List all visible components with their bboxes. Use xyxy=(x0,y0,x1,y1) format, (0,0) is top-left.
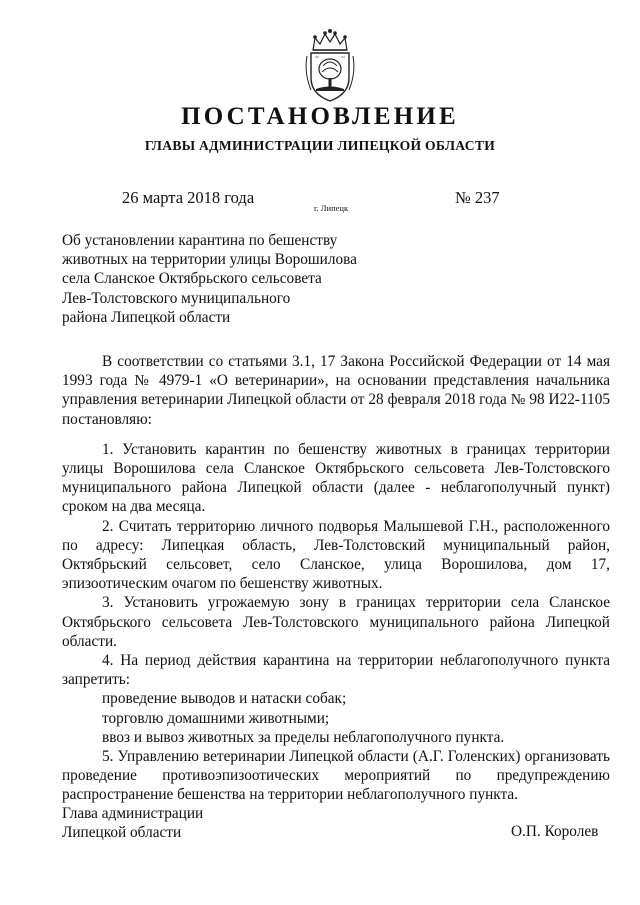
subject-line: животных на территории улицы Ворошилова xyxy=(62,251,357,269)
preamble-paragraph: В соответствии со статьями 3.1, 17 Закона Российской Федерации от 14 мая 1993 года № 4979-1 «О ветеринарии», на основании представления начальника управления ветеринарии Липецкой области от 28 февраля 2018 года № 98 И22-1105 постановляю: xyxy=(62,353,610,428)
clause-4: 4. На период действия карантина на территории неблагополучного пункта запретить: xyxy=(62,652,610,689)
subject-line: Об установлении карантина по бешенству xyxy=(62,232,338,249)
subject-line: Лев-Толстовского муниципального xyxy=(62,289,291,307)
signature-position-line: Глава администрации xyxy=(62,805,204,822)
signature-position-line: Липецкой области xyxy=(62,824,182,842)
document-body xyxy=(62,352,610,805)
clause-3: 3. Установить угрожаемую зону в границах территории села Сланское Октябрьского сельсовета Лев-Толстовского муниципального района Липецкой области. xyxy=(62,594,610,650)
subject-line: района Липецкой области xyxy=(62,308,231,326)
clause-4-item: торговлю домашними животными; xyxy=(102,709,330,727)
document-date: 26 марта 2018 года xyxy=(122,188,255,207)
clause-2: 2. Считать территорию личного подворья Малышевой Г.Н., расположенного по адресу: Липецкая область, Лев-Толстовский муниципальный район, Октябрьский сельсовет, село Сланское, улица Ворошилова, дом 17, эпизоотическим очагом по бешенству животных. xyxy=(62,517,610,593)
clause-5: 5. Управлению ветеринарии Липецкой области (А.Г. Голенских) организовать проведение противоэпизоотических мероприятий по предупреждению распространение бешенства на территории неблагополучного пункта. xyxy=(62,748,610,804)
document-subject xyxy=(62,231,362,327)
document-city: г. Липецк xyxy=(314,203,349,213)
document-number: № 237 xyxy=(455,188,500,207)
subject-line: села Сланское Октябрьского сельсовета xyxy=(62,270,322,288)
signature-name: О.П. Королев xyxy=(511,823,599,840)
signature-position xyxy=(62,804,203,842)
clause-1: 1. Установить карантин по бешенству животных в границах территории улицы Ворошилова села Сланское Октябрьского сельсовета Лев-Толстовского муниципального района Липецкой области (далее - неблагополучный пункт) сроком на два месяца. xyxy=(62,440,610,516)
document-title: ПОСТАНОВЛЕНИЕ xyxy=(181,103,459,130)
clause-4-item: ввоз и вывоз животных за пределы неблагополучного пункта. xyxy=(102,728,505,746)
clause-4-item: проведение выводов и натаски собак; xyxy=(102,690,347,708)
coat-of-arms-icon xyxy=(301,28,359,104)
document-subtitle: ГЛАВЫ АДМИНИСТРАЦИИ ЛИПЕЦКОЙ ОБЛАСТИ xyxy=(144,138,496,153)
